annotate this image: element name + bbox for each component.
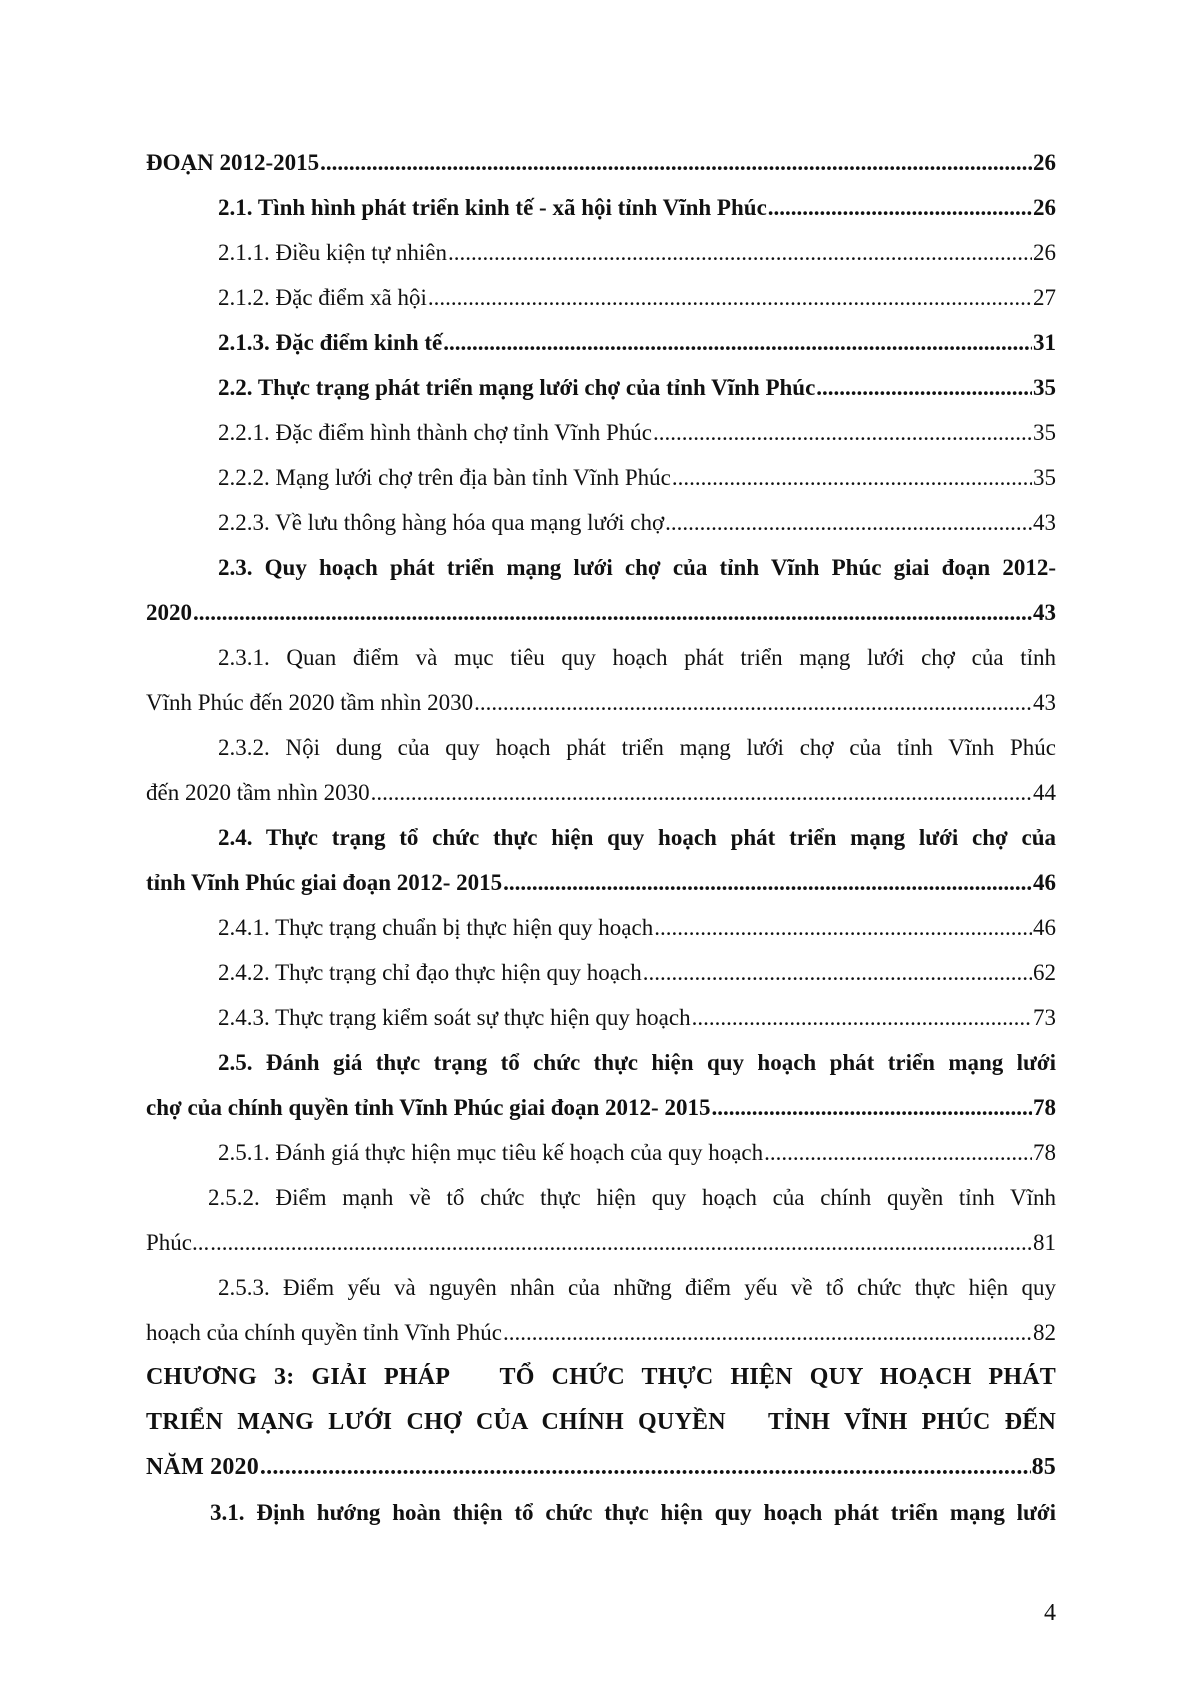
toc-entry[interactable] [146,185,1056,230]
toc-entry-page: 85 [1031,1454,1056,1480]
page-number: 4 [1044,1600,1056,1626]
dot-leader [193,590,1032,635]
toc-entry-title: ĐOẠN 2012-2015 [146,150,320,175]
dot-leader [692,995,1032,1040]
toc-entry[interactable] [146,275,1056,320]
dot-leader [665,500,1032,545]
toc-entry-page: 31 [1033,330,1056,355]
toc-entry[interactable] [146,1490,1056,1535]
toc-chapter-entry[interactable] [146,1355,1056,1490]
toc-entry-title-line: 3.1. Định hướng hoàn thiện tổ chức thực hiện quy hoạch phát triển mạng lưới [210,1500,1056,1525]
toc-entry-title-line: 2.5.3. Điểm yếu và nguyên nhân của những điểm yếu về tổ chức thực hiện quy [218,1275,1056,1300]
toc-entry-page: 26 [1033,150,1056,175]
toc-entry-title: 2.1. Tình hình phát triển kinh tế - xã hội tỉnh Vĩnh Phúc [218,195,767,220]
toc-entry-title-line: 2.3.1. Quan điểm và mục tiêu quy hoạch phát triển mạng lưới chợ của tỉnh [218,645,1056,670]
toc-entry[interactable] [146,725,1056,815]
toc-entry-page: 43 [1033,690,1056,715]
toc-entry-title: 2.4.1. Thực trạng chuẩn bị thực hiện quy hoạch [218,915,654,940]
toc-entry-title-line: chợ của chính quyền tỉnh Vĩnh Phúc giai đoạn 2012- 2015 [146,1095,711,1120]
toc-entry-title-line: NĂM 2020 [146,1454,259,1480]
dot-leader [654,905,1032,950]
toc-entry[interactable] [146,1130,1056,1175]
dot-leader [643,950,1032,995]
toc-entry[interactable] [146,410,1056,455]
toc-entry-title-line: CHƯƠNG 3: GIẢI PHÁP TỔ CHỨC THỰC HIỆN QUY HOẠCH PHÁT [146,1364,1056,1390]
dot-leader [503,860,1032,905]
toc-entry-title: 2.2.3. Về lưu thông hàng hóa qua mạng lưới chợ [218,510,665,535]
toc-entry-title: 2.1.2. Đặc điểm xã hội [218,285,427,310]
toc-entry[interactable] [146,1040,1056,1130]
toc-entry[interactable] [146,455,1056,500]
toc-entry[interactable] [146,140,1056,185]
toc-entry[interactable] [146,995,1056,1040]
toc-entry-title: 2.2.1. Đặc điểm hình thành chợ tỉnh Vĩnh Phúc [218,420,652,445]
dot-leader [768,185,1032,230]
toc-entry-title-line: 2.3. Quy hoạch phát triển mạng lưới chợ của tỉnh Vĩnh Phúc giai đoạn 2012- [218,555,1056,580]
toc-entry-page: 62 [1033,960,1056,985]
toc-entry[interactable] [146,320,1056,365]
dot-leader [371,770,1032,815]
toc-entry-page: 78 [1033,1140,1056,1165]
toc-entry[interactable] [146,500,1056,545]
toc-entry-page: 35 [1033,420,1056,445]
toc-entry-page: 82 [1033,1320,1056,1345]
toc-entry[interactable] [146,905,1056,950]
dot-leader [260,1445,1031,1490]
dot-leader [443,320,1032,365]
dot-leader [448,230,1032,275]
toc-entry-page: 26 [1033,240,1056,265]
toc-entry-title-line: 2.5.2. Điểm mạnh về tổ chức thực hiện quy hoạch của chính quyền tỉnh Vĩnh [208,1185,1056,1210]
dot-leader [672,455,1032,500]
table-of-contents [146,140,1056,1535]
toc-entry-page: 43 [1033,600,1056,625]
toc-entry-title: 2.1.3. Đặc điểm kinh tế [218,330,443,355]
toc-entry-page: 35 [1033,465,1056,490]
toc-entry-title-line: Vĩnh Phúc đến 2020 tầm nhìn 2030 [146,690,474,715]
toc-entry[interactable] [146,1175,1056,1265]
dot-leader [653,410,1032,455]
dot-leader [428,275,1032,320]
dot-leader [816,365,1032,410]
toc-entry-title: 2.2.2. Mạng lưới chợ trên địa bàn tỉnh Vĩnh Phúc [218,465,671,490]
toc-entry-page: 26 [1033,195,1056,220]
dot-leader [320,140,1032,185]
toc-entry-page: 46 [1033,915,1056,940]
toc-entry[interactable] [146,815,1056,905]
toc-entry-page: 78 [1033,1095,1056,1120]
toc-entry[interactable] [146,545,1056,635]
toc-entry-page: 81 [1033,1230,1056,1255]
toc-entry-title-line: hoạch của chính quyền tỉnh Vĩnh Phúc [146,1320,503,1345]
toc-entry[interactable] [146,230,1056,275]
toc-entry-title: 2.4.3. Thực trạng kiểm soát sự thực hiện quy hoạch [218,1005,691,1030]
toc-entry-page: 44 [1033,780,1056,805]
toc-entry-title-line: 2020 [146,600,192,625]
toc-entry-title: 2.4.2. Thực trạng chỉ đạo thực hiện quy hoạch [218,960,642,985]
toc-entry-title-line: Phúc... [146,1230,210,1255]
toc-entry-title-line: TRIỂN MẠNG LƯỚI CHỢ CỦA CHÍNH QUYỀN TỈNH VĨNH PHÚC ĐẾN [146,1409,1056,1435]
toc-entry-title-line: 2.3.2. Nội dung của quy hoạch phát triển mạng lưới chợ của tỉnh Vĩnh Phúc [218,735,1056,760]
toc-entry-title: 2.2. Thực trạng phát triển mạng lưới chợ của tỉnh Vĩnh Phúc [218,375,816,400]
toc-entry-title: 2.1.1. Điều kiện tự nhiên [218,240,448,265]
toc-entry-title-line: 2.5. Đánh giá thực trạng tổ chức thực hiện quy hoạch phát triển mạng lưới [218,1050,1056,1075]
dot-leader [474,680,1032,725]
toc-entry[interactable] [146,365,1056,410]
toc-entry[interactable] [146,950,1056,995]
toc-entry-page: 46 [1033,870,1056,895]
toc-entry-page: 43 [1033,510,1056,535]
toc-entry-page: 27 [1033,285,1056,310]
toc-entry-title-line: đến 2020 tầm nhìn 2030 [146,780,370,805]
dot-leader [210,1220,1032,1265]
toc-entry-title-line: tỉnh Vĩnh Phúc giai đoạn 2012- 2015 [146,870,503,895]
toc-entry-page: 73 [1033,1005,1056,1030]
toc-entry[interactable] [146,1265,1056,1355]
dot-leader [764,1130,1032,1175]
toc-entry-title: 2.5.1. Đánh giá thực hiện mục tiêu kế hoạch của quy hoạch [218,1140,764,1165]
toc-entry[interactable] [146,635,1056,725]
dot-leader [503,1310,1032,1355]
toc-entry-page: 35 [1033,375,1056,400]
dot-leader [711,1085,1032,1130]
toc-entry-title-line: 2.4. Thực trạng tổ chức thực hiện quy hoạch phát triển mạng lưới chợ của [218,825,1056,850]
